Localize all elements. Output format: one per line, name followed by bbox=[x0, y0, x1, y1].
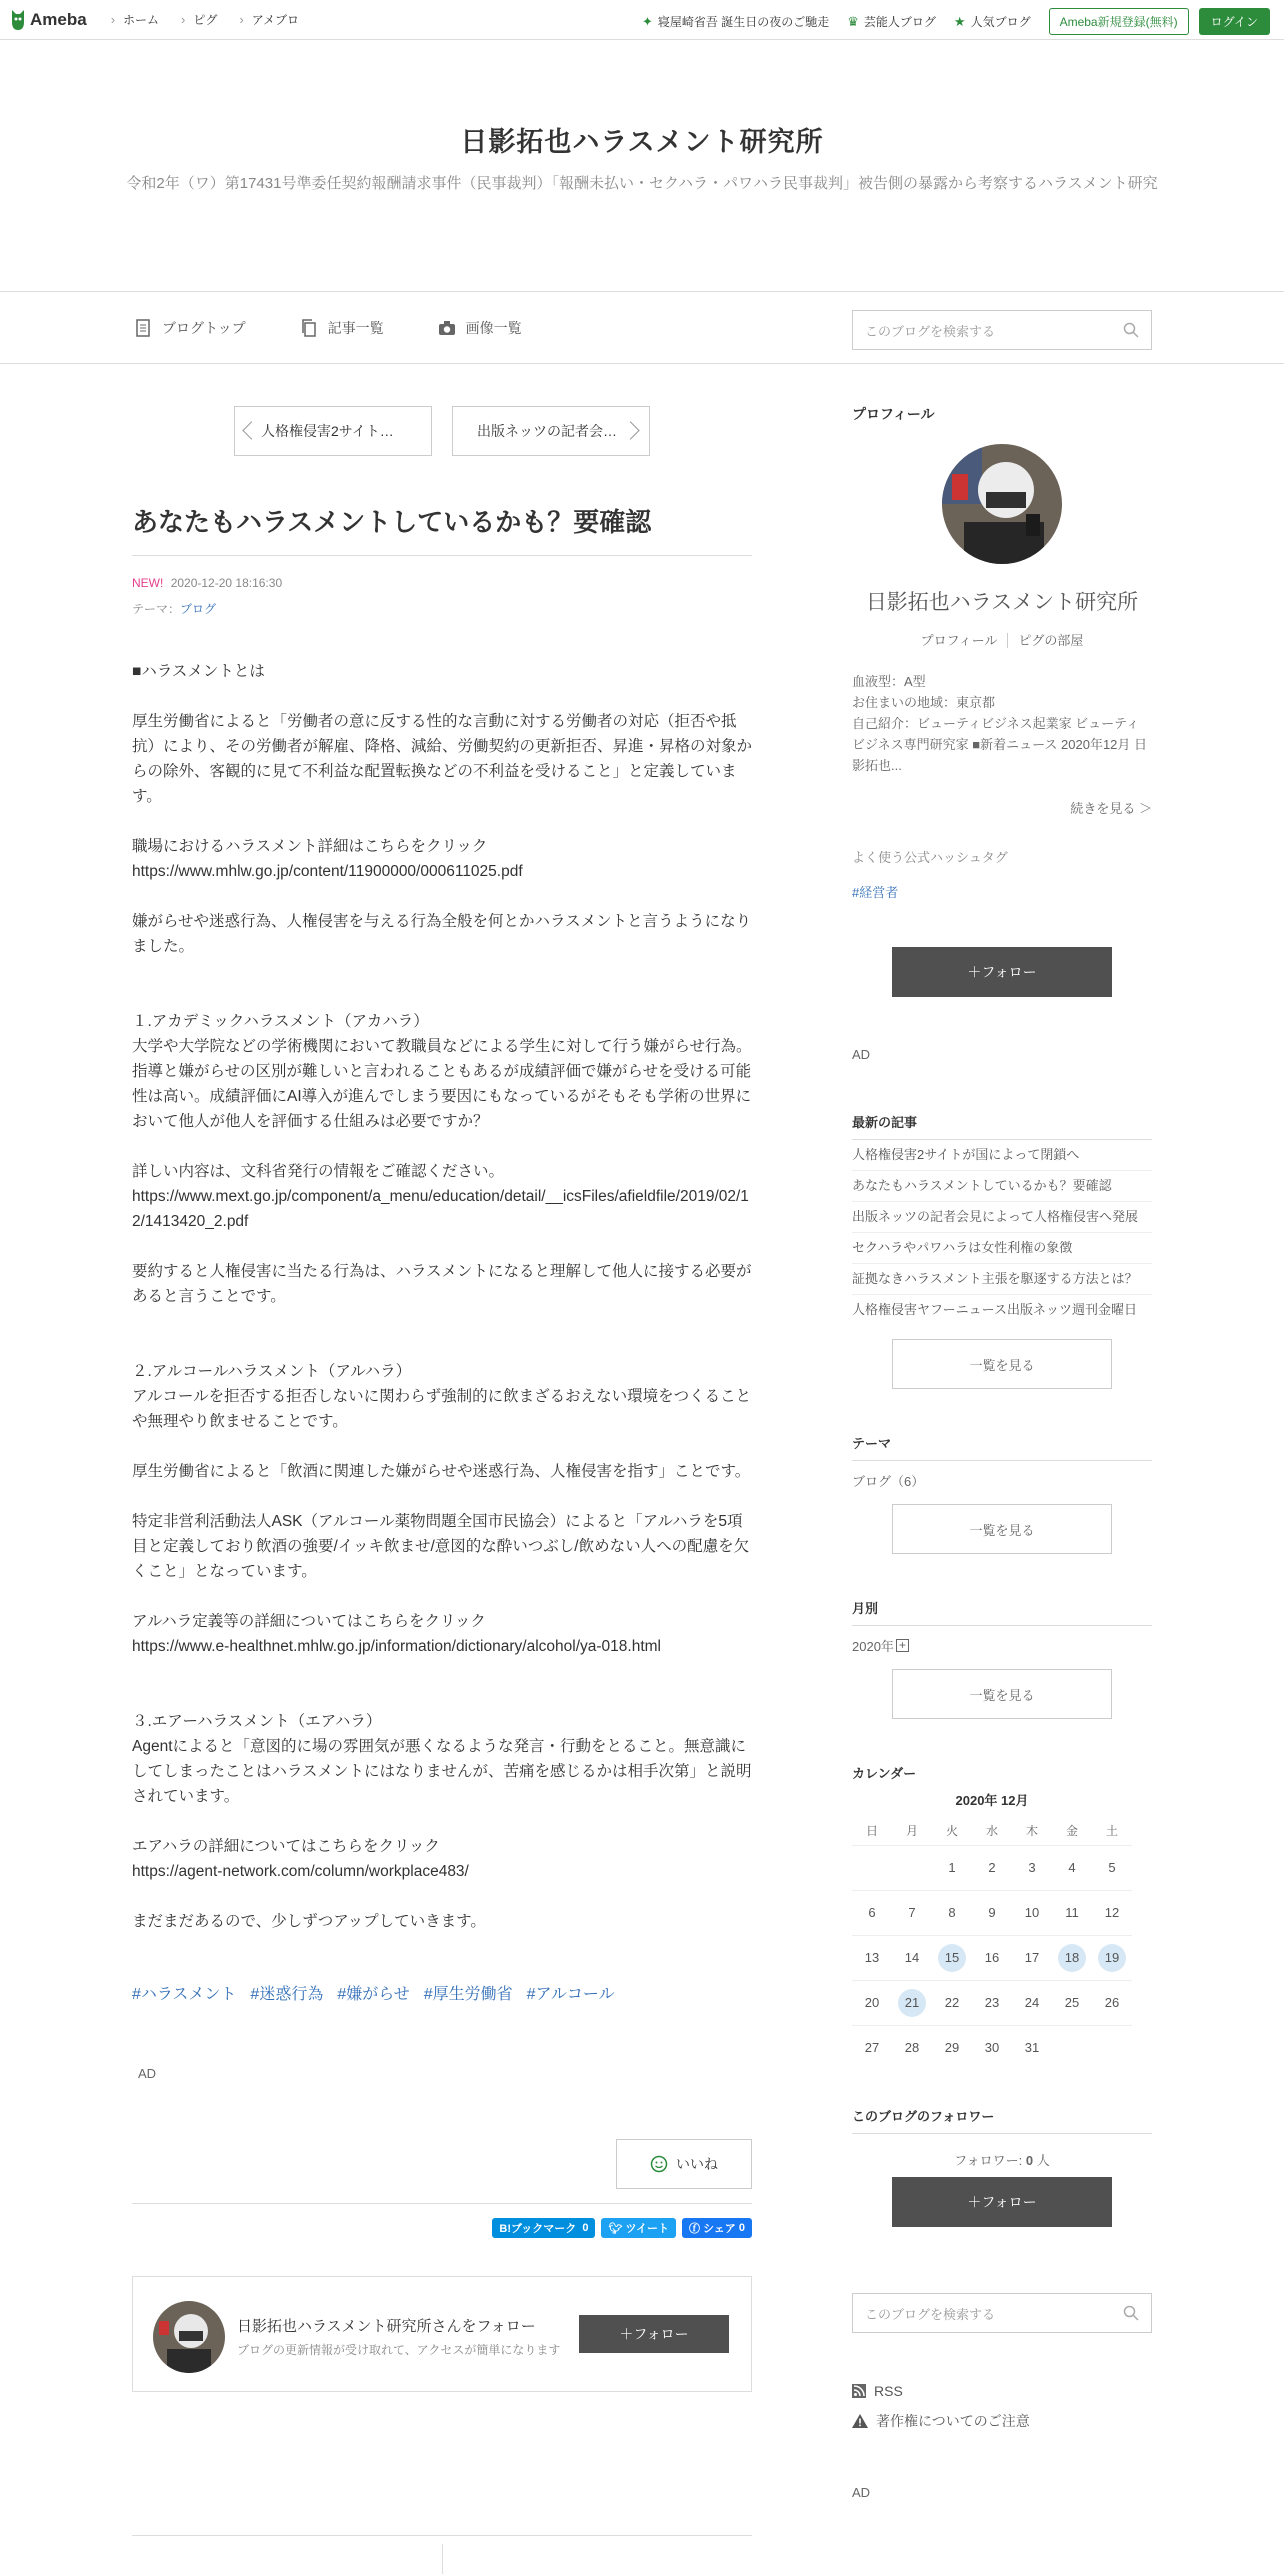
calendar-week bbox=[852, 1980, 1132, 2025]
monthly-heading: 月別 bbox=[852, 1598, 1152, 1626]
sparkle-icon: ✦ bbox=[641, 13, 653, 29]
blog-description: 令和2年（ワ）第17431号準委任契約報酬請求事件（民事裁判）「報酬未払い・セクハラ・パワハラ民事裁判」被告側の暴露から考察するハラスメント研究 bbox=[126, 175, 1158, 192]
paragraph: ２.アルコールハラスメント（アルハラ） アルコールを拒否する拒否しないに関わらず強制的に飲まざるおえない環境をつくることや無理やり飲ませることです。 bbox=[132, 1363, 752, 1430]
calendar-day-number: 12 bbox=[1104, 1904, 1120, 1920]
paragraph: 詳しい内容は、文科省発行の情報をご確認ください。 https://www.mext.go.jp/component/a_menu/education/detail/__icsFiles/afieldfile/2019/02/12/1413420_2.pdf bbox=[132, 1163, 749, 1230]
recent-articles-list bbox=[852, 1140, 1152, 1325]
article-area bbox=[132, 366, 752, 2392]
calendar-day-number: 30 bbox=[984, 2039, 1000, 2055]
hashtag-link[interactable]: #ハラスメント bbox=[132, 1986, 237, 2003]
nav-blog-top[interactable]: ブログトップ bbox=[134, 318, 246, 338]
calendar-day-number: 10 bbox=[1024, 1904, 1040, 1920]
recent-article-link[interactable]: セクハラやパワハラは女性利権の象徴 bbox=[852, 1233, 1152, 1264]
blog-search-input[interactable]: このブログを検索する bbox=[852, 310, 1152, 350]
hashtag-link[interactable]: #嫌がらせ bbox=[337, 1986, 410, 2003]
calendar-day-number: 7 bbox=[908, 1904, 916, 1920]
calendar-week bbox=[852, 1935, 1132, 1980]
article-datetime: 2020-12-20 18:16:30 bbox=[170, 576, 283, 590]
related-thumbnails bbox=[132, 2535, 752, 2575]
calendar-day-number: 16 bbox=[984, 1949, 1000, 1965]
calendar-day-number: 20 bbox=[864, 1994, 880, 2010]
calendar-day bbox=[1052, 1890, 1092, 1935]
calendar-day bbox=[892, 1845, 932, 1890]
recent-article-link[interactable]: 人格権侵害ヤフーニュース出版ネッツ週刊金曜日 bbox=[852, 1302, 1137, 1317]
calendar-day[interactable] bbox=[892, 1980, 932, 2025]
calendar-day bbox=[932, 1845, 972, 1890]
calendar-heading: カレンダー bbox=[852, 1766, 917, 1781]
calendar-day bbox=[1092, 2025, 1132, 2070]
profile-more-link[interactable]: 続きを見る ＞ bbox=[1070, 801, 1152, 816]
paragraph: エアハラの詳細についてはこちらをクリック https://agent-network.com/column/workplace483/ bbox=[132, 1838, 469, 1880]
calendar-day bbox=[1012, 2025, 1052, 2070]
hashtag-link[interactable]: #アルコール bbox=[526, 1986, 615, 2003]
followers-heading: このブログのフォロワー bbox=[852, 2106, 1152, 2134]
register-button[interactable]: Ameba新規登録(無料) bbox=[1049, 8, 1189, 35]
like-button[interactable]: いいね bbox=[616, 2139, 752, 2189]
calendar-day bbox=[892, 2025, 932, 2070]
global-header bbox=[0, 0, 1284, 40]
nav-ameblo[interactable]: › アメブロ bbox=[239, 11, 299, 28]
paragraph: 嫌がらせや迷惑行為、人権侵害を与える行為全般を何とかハラスメントと言うようになりました。 bbox=[132, 913, 752, 955]
paragraph: ■ハラスメントとは bbox=[132, 663, 265, 680]
calendar-day-number: 11 bbox=[1065, 1904, 1079, 1920]
thumbnail-divider bbox=[442, 2544, 443, 2574]
recent-article-link[interactable]: あなたもハラスメントしているかも？要確認 bbox=[852, 1171, 1152, 1202]
ameba-mascot-icon bbox=[8, 8, 28, 32]
calendar-day[interactable] bbox=[932, 1935, 972, 1980]
sidebar bbox=[852, 366, 1152, 2500]
search-icon[interactable] bbox=[1123, 2305, 1139, 2321]
calendar-day-number: 1 bbox=[948, 1859, 956, 1875]
blog-title[interactable]: 日影拓也ハラスメント研究所 bbox=[460, 127, 824, 157]
weekday-label: 日 bbox=[865, 1824, 878, 1839]
calendar-title: 2020年 12月 bbox=[955, 1793, 1029, 1808]
profile-heading: プロフィール bbox=[852, 406, 935, 422]
calendar-day-number: 6 bbox=[868, 1904, 876, 1920]
article-meta bbox=[132, 576, 752, 590]
monthly-list-button[interactable]: 一覧を見る bbox=[892, 1669, 1112, 1719]
search-icon[interactable] bbox=[1123, 322, 1139, 338]
calendar-day bbox=[972, 1890, 1012, 1935]
calendar-day[interactable] bbox=[1092, 1935, 1132, 1980]
calendar-day bbox=[1012, 1845, 1052, 1890]
calendar-day-number: 28 bbox=[904, 2039, 920, 2055]
calendar-day-link[interactable]: 18 bbox=[1058, 1944, 1086, 1972]
nav-image-list[interactable]: 画像一覧 bbox=[438, 318, 522, 338]
calendar-day-number: 27 bbox=[864, 2039, 880, 2055]
smile-icon bbox=[650, 2155, 668, 2173]
weekday-label: 水 bbox=[985, 1824, 998, 1839]
camera-icon bbox=[438, 319, 456, 337]
calendar-day[interactable] bbox=[1052, 1935, 1092, 1980]
calendar-day-number: 8 bbox=[948, 1904, 956, 1920]
theme-item-link[interactable]: ブログ（6） bbox=[852, 1474, 925, 1489]
nav-pigg[interactable]: › ピグ bbox=[181, 11, 217, 28]
popular-blog-link[interactable]: ★ 人気ブログ bbox=[953, 13, 1031, 29]
calendar-day-number: 4 bbox=[1068, 1859, 1076, 1875]
calendar-week bbox=[852, 2025, 1132, 2070]
calendar-day-number: 13 bbox=[864, 1949, 880, 1965]
author-avatar[interactable] bbox=[153, 2301, 225, 2373]
calendar-day bbox=[972, 1980, 1012, 2025]
calendar-day bbox=[852, 2025, 892, 2070]
weekday-label: 木 bbox=[1025, 1824, 1038, 1839]
weekday-label: 金 bbox=[1065, 1824, 1078, 1839]
paragraph: １.アカデミックハラスメント（アカハラ） 大学や大学院などの学術機関において教職員などによる学生に対して行う嫌がらせ行為。指導と嫌がらせの区別が難しいと言われることもあるが成績評価で嫌がらせを受ける可能性は高い。成績評価にAI導入が進んでしまう要因にもなっているがそもそも学術の世界において他人が他人を評価する仕組みは必要ですか？ bbox=[132, 1013, 752, 1130]
hashtag-list bbox=[132, 1981, 752, 2004]
expand-plus-icon[interactable]: + bbox=[896, 1639, 909, 1652]
calendar-day bbox=[1012, 1980, 1052, 2025]
calendar-day-link[interactable]: 19 bbox=[1098, 1944, 1126, 1972]
sidebar-ad-label: AD bbox=[852, 1047, 871, 1062]
calendar-day bbox=[1052, 1980, 1092, 2025]
recent-articles-heading: 最新の記事 bbox=[852, 1112, 1152, 1140]
prev-article-link[interactable]: 人格権侵害2サイト… bbox=[234, 406, 432, 456]
rss-icon bbox=[852, 2384, 866, 2398]
next-article-link[interactable]: 出版ネッツの記者会… bbox=[452, 406, 650, 456]
document-icon bbox=[134, 319, 152, 337]
paragraph: 厚生労働省によると「飲酒に関連した嫌がらせや迷惑行為、人権侵害を指す」ことです。 bbox=[132, 1463, 751, 1480]
profile-info: 血液型：A型 お住まいの地域：東京都 自己紹介：ビューティビジネス起業家 ビューティビジネス専門研究家 ■新着ニュース 2020年12月 日影拓也... bbox=[852, 674, 1148, 773]
calendar-day bbox=[1012, 1935, 1052, 1980]
calendar-day-number: 31 bbox=[1024, 2039, 1040, 2055]
calendar-week bbox=[852, 1845, 1132, 1890]
sidebar-follow-button-2[interactable]: ＋ フォロー bbox=[892, 2177, 1112, 2227]
featured-link[interactable]: ✦ 寝屋崎省吾 誕生日の夜のご馳走 bbox=[641, 13, 830, 29]
new-badge: NEW! bbox=[132, 576, 164, 590]
calendar-day bbox=[852, 1935, 892, 1980]
paragraph: 要約すると人権侵害に当たる行為は、ハラスメントになると理解して他人に接する必要があると言うことです。 bbox=[132, 1263, 752, 1305]
theme-list-button[interactable]: 一覧を見る bbox=[892, 1504, 1112, 1554]
calendar-day-link[interactable]: 21 bbox=[898, 1989, 926, 2017]
calendar-day-number: 23 bbox=[984, 1994, 1000, 2010]
login-button[interactable]: ログイン bbox=[1199, 8, 1270, 35]
calendar-day bbox=[1092, 1980, 1132, 2025]
calendar-day-number: 17 bbox=[1024, 1949, 1040, 1965]
calendar-day bbox=[1052, 1845, 1092, 1890]
followers-count: フォロワー: 0 人 bbox=[954, 2153, 1050, 2168]
sidebar-search-input[interactable]: このブログを検索する bbox=[852, 2293, 1152, 2333]
calendar-day-number: 3 bbox=[1028, 1859, 1036, 1875]
recent-article-link[interactable]: 出版ネッツの記者会見によって人格権侵害へ発展 bbox=[852, 1202, 1152, 1233]
calendar-day-number: 24 bbox=[1024, 1994, 1040, 2010]
article-body bbox=[132, 659, 752, 1934]
calendar-day-number: 9 bbox=[988, 1904, 996, 1920]
warning-icon bbox=[852, 2414, 868, 2428]
profile-link[interactable]: プロフィール bbox=[920, 633, 998, 648]
calendar-day bbox=[892, 1935, 932, 1980]
pigg-room-link[interactable]: ピグの部屋 bbox=[1007, 633, 1093, 648]
calendar-day-number: 26 bbox=[1104, 1994, 1120, 2010]
calendar-day-number: 14 bbox=[904, 1949, 920, 1965]
paragraph: アルハラ定義等の詳細についてはこちらをクリック https://www.e-healthnet.mhlw.go.jp/information/dictionary/alcohol/ya-018.html bbox=[132, 1613, 661, 1655]
share-buttons bbox=[132, 2203, 752, 2238]
paragraph: 厚生労働省によると「労働者の意に反する性的な言動に対する労働者の対応（拒否や抵抗）により、その労働者が解雇、降格、減給、労働契約の更新拒否、昇進・昇格の対象からの除外、客観的に見て不利益な配置転換などの不利益を受けること」と定義しています。 bbox=[132, 713, 753, 805]
sidebar-follow-button[interactable]: ＋ フォロー bbox=[892, 947, 1112, 997]
calendar-day bbox=[932, 2025, 972, 2070]
calendar-day-link[interactable]: 15 bbox=[938, 1944, 966, 1972]
recent-article-link[interactable]: 証拠なきハラスメント主張を駆逐する方法とは？ bbox=[852, 1264, 1152, 1295]
profile-name[interactable]: 日影拓也ハラスメント研究所 bbox=[865, 591, 1139, 614]
calendar-day bbox=[1092, 1845, 1132, 1890]
hashtag-link[interactable]: #厚生労働省 bbox=[423, 1986, 513, 2003]
official-hashtag-link[interactable]: #経営者 bbox=[852, 885, 899, 900]
logo-text: Ameba bbox=[30, 9, 87, 29]
calendar-day bbox=[1052, 2025, 1092, 2070]
nav-home[interactable]: › ホーム bbox=[111, 11, 159, 28]
calendar-day bbox=[1012, 1890, 1052, 1935]
theme-heading: テーマ bbox=[852, 1433, 1152, 1461]
calendar-day bbox=[852, 1980, 892, 2025]
celebrity-blog-link[interactable]: ♛ 芸能人ブログ bbox=[847, 13, 936, 29]
nav-article-list[interactable]: 記事一覧 bbox=[300, 318, 384, 338]
facebook-share-button[interactable]: ⓕ シェア 0 bbox=[682, 2218, 752, 2238]
hatena-bookmark-button[interactable]: B!ブックマーク 0 bbox=[492, 2218, 595, 2238]
paragraph: 特定非営利活動法人ASK（アルコール薬物問題全国市民協会）によると「アルハラを5項目と定義しており飲酒の強要/イッキ飲ませ/意図的な酔いつぶし/飲めない人への配慮を欠くこと」となっています。 bbox=[132, 1513, 750, 1580]
calendar-day bbox=[972, 1845, 1012, 1890]
calendar-day-number: 22 bbox=[944, 1994, 960, 2010]
profile-avatar[interactable] bbox=[942, 444, 1062, 564]
recent-article-link[interactable]: 人格権侵害2サイトが国によって閉鎖へ bbox=[852, 1140, 1152, 1171]
calendar bbox=[852, 1790, 1132, 2070]
article-theme: テーマ：ブログ bbox=[132, 602, 217, 616]
theme-link[interactable]: ブログ bbox=[180, 602, 217, 616]
blog-nav bbox=[0, 292, 1284, 364]
calendar-day bbox=[972, 2025, 1012, 2070]
rss-link[interactable]: RSS bbox=[852, 2383, 1152, 2399]
sidebar-ad-label-2: AD bbox=[852, 2485, 871, 2500]
calendar-day bbox=[852, 1890, 892, 1935]
calendar-day-number: 2 bbox=[988, 1859, 996, 1875]
hashtag-heading: よく使う公式ハッシュタグ bbox=[852, 850, 1008, 865]
tweet-button[interactable]: 🐦︎ ツイート bbox=[601, 2218, 675, 2238]
ameba-logo[interactable] bbox=[8, 8, 87, 32]
paragraph: ３.エアーハラスメント（エアハラ） Agentによると「意図的に場の雰囲気が悪くなるような発言・行動をとること。無意識にしてしまったことはハラスメントにはなりませんが、苦痛を感じるかは相手次第」と説明されています。 bbox=[132, 1713, 752, 1805]
weekday-label: 月 bbox=[905, 1824, 918, 1839]
month-item[interactable]: 2020年 + bbox=[852, 1636, 1152, 1655]
paragraph: 職場におけるハラスメント詳細はこちらをクリック https://www.mhlw.go.jp/content/11900000/000611025.pdf bbox=[132, 838, 523, 880]
calendar-day bbox=[1092, 1890, 1132, 1935]
blog-header bbox=[0, 40, 1284, 292]
follow-card-subtitle: ブログの更新情報が受け取れて、アクセスが簡単になります bbox=[237, 2343, 561, 2357]
copy-icon bbox=[300, 319, 318, 337]
star-icon: ★ bbox=[953, 13, 966, 29]
follow-card bbox=[132, 2276, 752, 2392]
calendar-day bbox=[852, 1845, 892, 1890]
facebook-icon: ⓕ bbox=[688, 2223, 700, 2235]
calendar-day-number: 25 bbox=[1064, 1994, 1080, 2010]
calendar-day bbox=[932, 1890, 972, 1935]
recent-list-button[interactable]: 一覧を見る bbox=[892, 1339, 1112, 1389]
copyright-notice-link[interactable]: 著作権についてのご注意 bbox=[852, 2411, 1152, 2431]
article-title: あなたもハラスメントしているかも？要確認 bbox=[132, 502, 752, 556]
calendar-day bbox=[892, 1890, 932, 1935]
follow-button[interactable]: ＋ フォロー bbox=[579, 2315, 729, 2353]
weekday-label: 土 bbox=[1105, 1824, 1118, 1839]
weekday-label: 火 bbox=[945, 1824, 958, 1839]
calendar-day-number: 29 bbox=[944, 2039, 960, 2055]
paragraph: まだまだあるので、少しずつアップしていきます。 bbox=[132, 1913, 486, 1930]
calendar-week bbox=[852, 1890, 1132, 1935]
follow-card-title: 日影拓也ハラスメント研究所さんをフォロー bbox=[237, 2318, 536, 2335]
calendar-day bbox=[932, 1980, 972, 2025]
twitter-bird-icon: 🐦︎ bbox=[608, 2222, 623, 2235]
ad-label: AD bbox=[138, 2066, 157, 2081]
calendar-day-number: 5 bbox=[1108, 1859, 1116, 1875]
calendar-day bbox=[972, 1935, 1012, 1980]
crown-icon: ♛ bbox=[847, 13, 859, 29]
hashtag-link[interactable]: #迷惑行為 bbox=[250, 1986, 324, 2003]
